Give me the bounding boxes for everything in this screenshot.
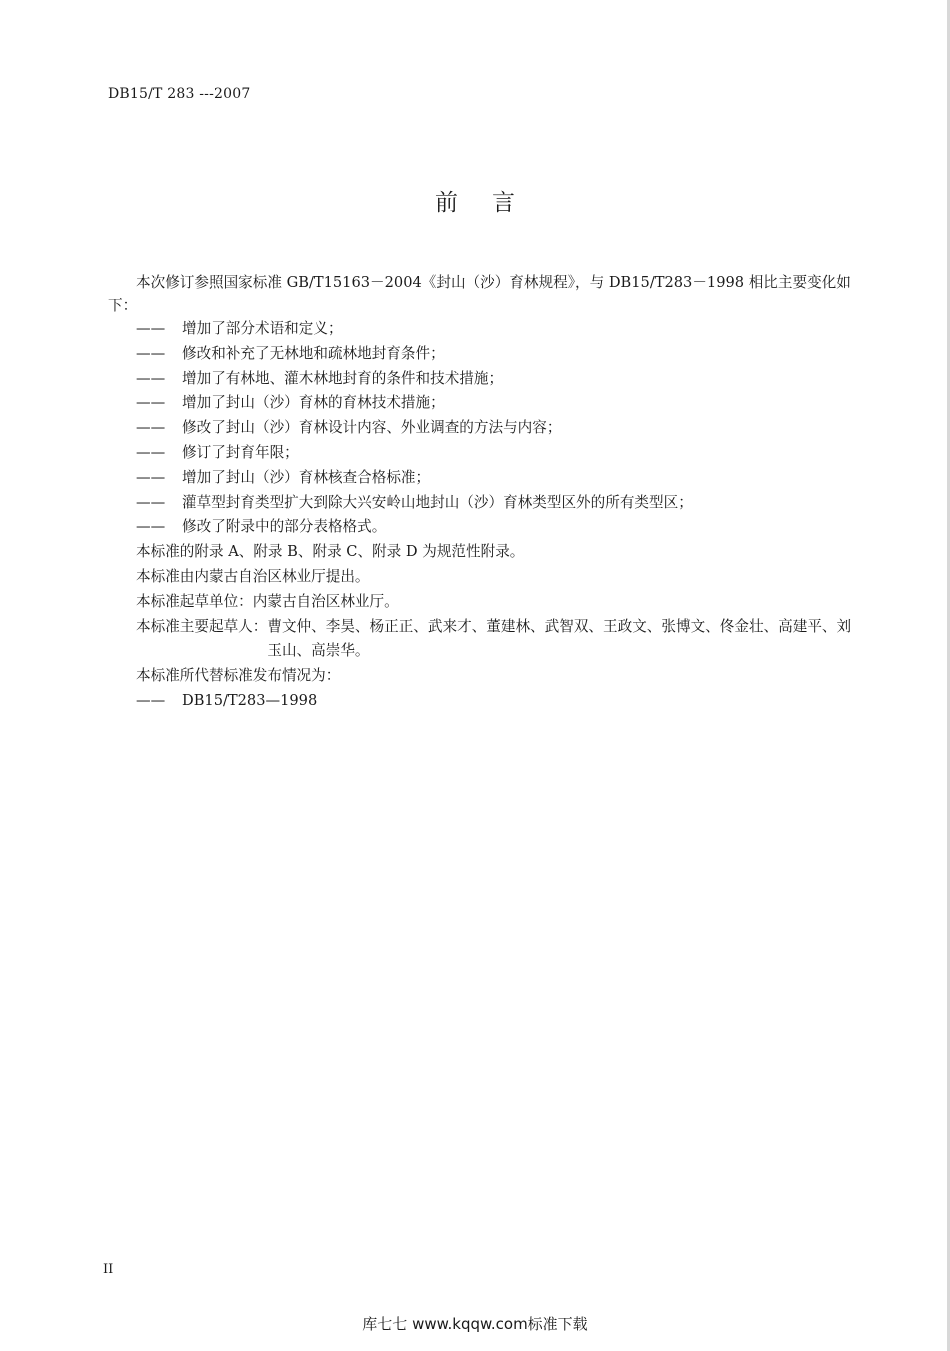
replaced-intro: 本标准所代替标准发布情况为： [136,667,341,685]
list-item-text: 增加了封山（沙）育林的育林技术措施； [182,394,445,412]
list-item [108,441,878,466]
drafters-label: 本标准主要起草人： [136,617,268,635]
list-item-text: 修改了封山（沙）育林设计内容、外业调查的方法与内容； [182,419,562,437]
list-item-text: 增加了部分术语和定义； [182,320,343,337]
footer-watermark: 库七七 www.kqqw.com标准下载 [362,1315,588,1333]
list-item [108,491,878,516]
dash-marker: —— [136,369,166,387]
dash-marker: —— [136,518,166,536]
list-item [108,466,878,491]
list-item-text: 修改了附录中的部分表格格式。 [182,518,387,536]
replaced-standard [108,689,878,714]
dash-marker: —— [136,443,166,461]
list-item-text: 修订了封育年限； [182,443,299,461]
dash-marker: —— [136,493,166,511]
intro-paragraph: 本次修订参照国家标准 GB/T15163－2004《封山（沙）育林规程》，与 DB15/T283－1998 相比主要变化如下： [108,274,851,314]
dash-marker: —— [136,468,166,486]
proposed-by: 本标准由内蒙古自治区林业厅提出。 [136,567,370,585]
list-item-text: 灌草型封育类型扩大到除大兴安岭山地封山（沙）育林类型区外的所有类型区； [182,493,693,511]
replaced-standard-code: DB15/T283—1998 [182,691,318,709]
drafting-unit: 本标准起草单位：内蒙古自治区林业厅。 [136,592,399,610]
dash-marker: —— [136,691,166,709]
list-item [108,342,878,367]
dash-marker: —— [136,419,166,437]
list-item [108,367,878,392]
list-item-text: 增加了有林地、灌木林地封育的条件和技术措施； [182,369,504,387]
list-item [108,317,878,342]
list-item [108,515,878,540]
document-body [108,271,878,714]
drafters-names: 曹文仲、李昊、杨正正、武来才、董建林、武智双、王政文、张博文、佟金壮、高建平、刘玉山、高崇华。 [267,617,852,660]
dash-marker: —— [136,394,166,412]
dash-marker: —— [136,344,166,362]
page-number: II [103,1262,114,1277]
list-item [108,391,878,416]
page-title: 前言 [435,190,549,216]
list-item-text: 修改和补充了无林地和疏林地封育条件； [182,344,445,362]
drafters-paragraph [108,615,878,665]
list-item [108,416,878,441]
dash-marker: —— [136,320,166,337]
list-item-text: 增加了封山（沙）育林核查合格标准； [182,468,431,486]
appendix-note: 本标准的附录 A、附录 B、附录 C、附录 D 为规范性附录。 [136,543,525,561]
standard-code: DB15/T 283 ---2007 [108,86,251,102]
change-list [108,317,878,540]
